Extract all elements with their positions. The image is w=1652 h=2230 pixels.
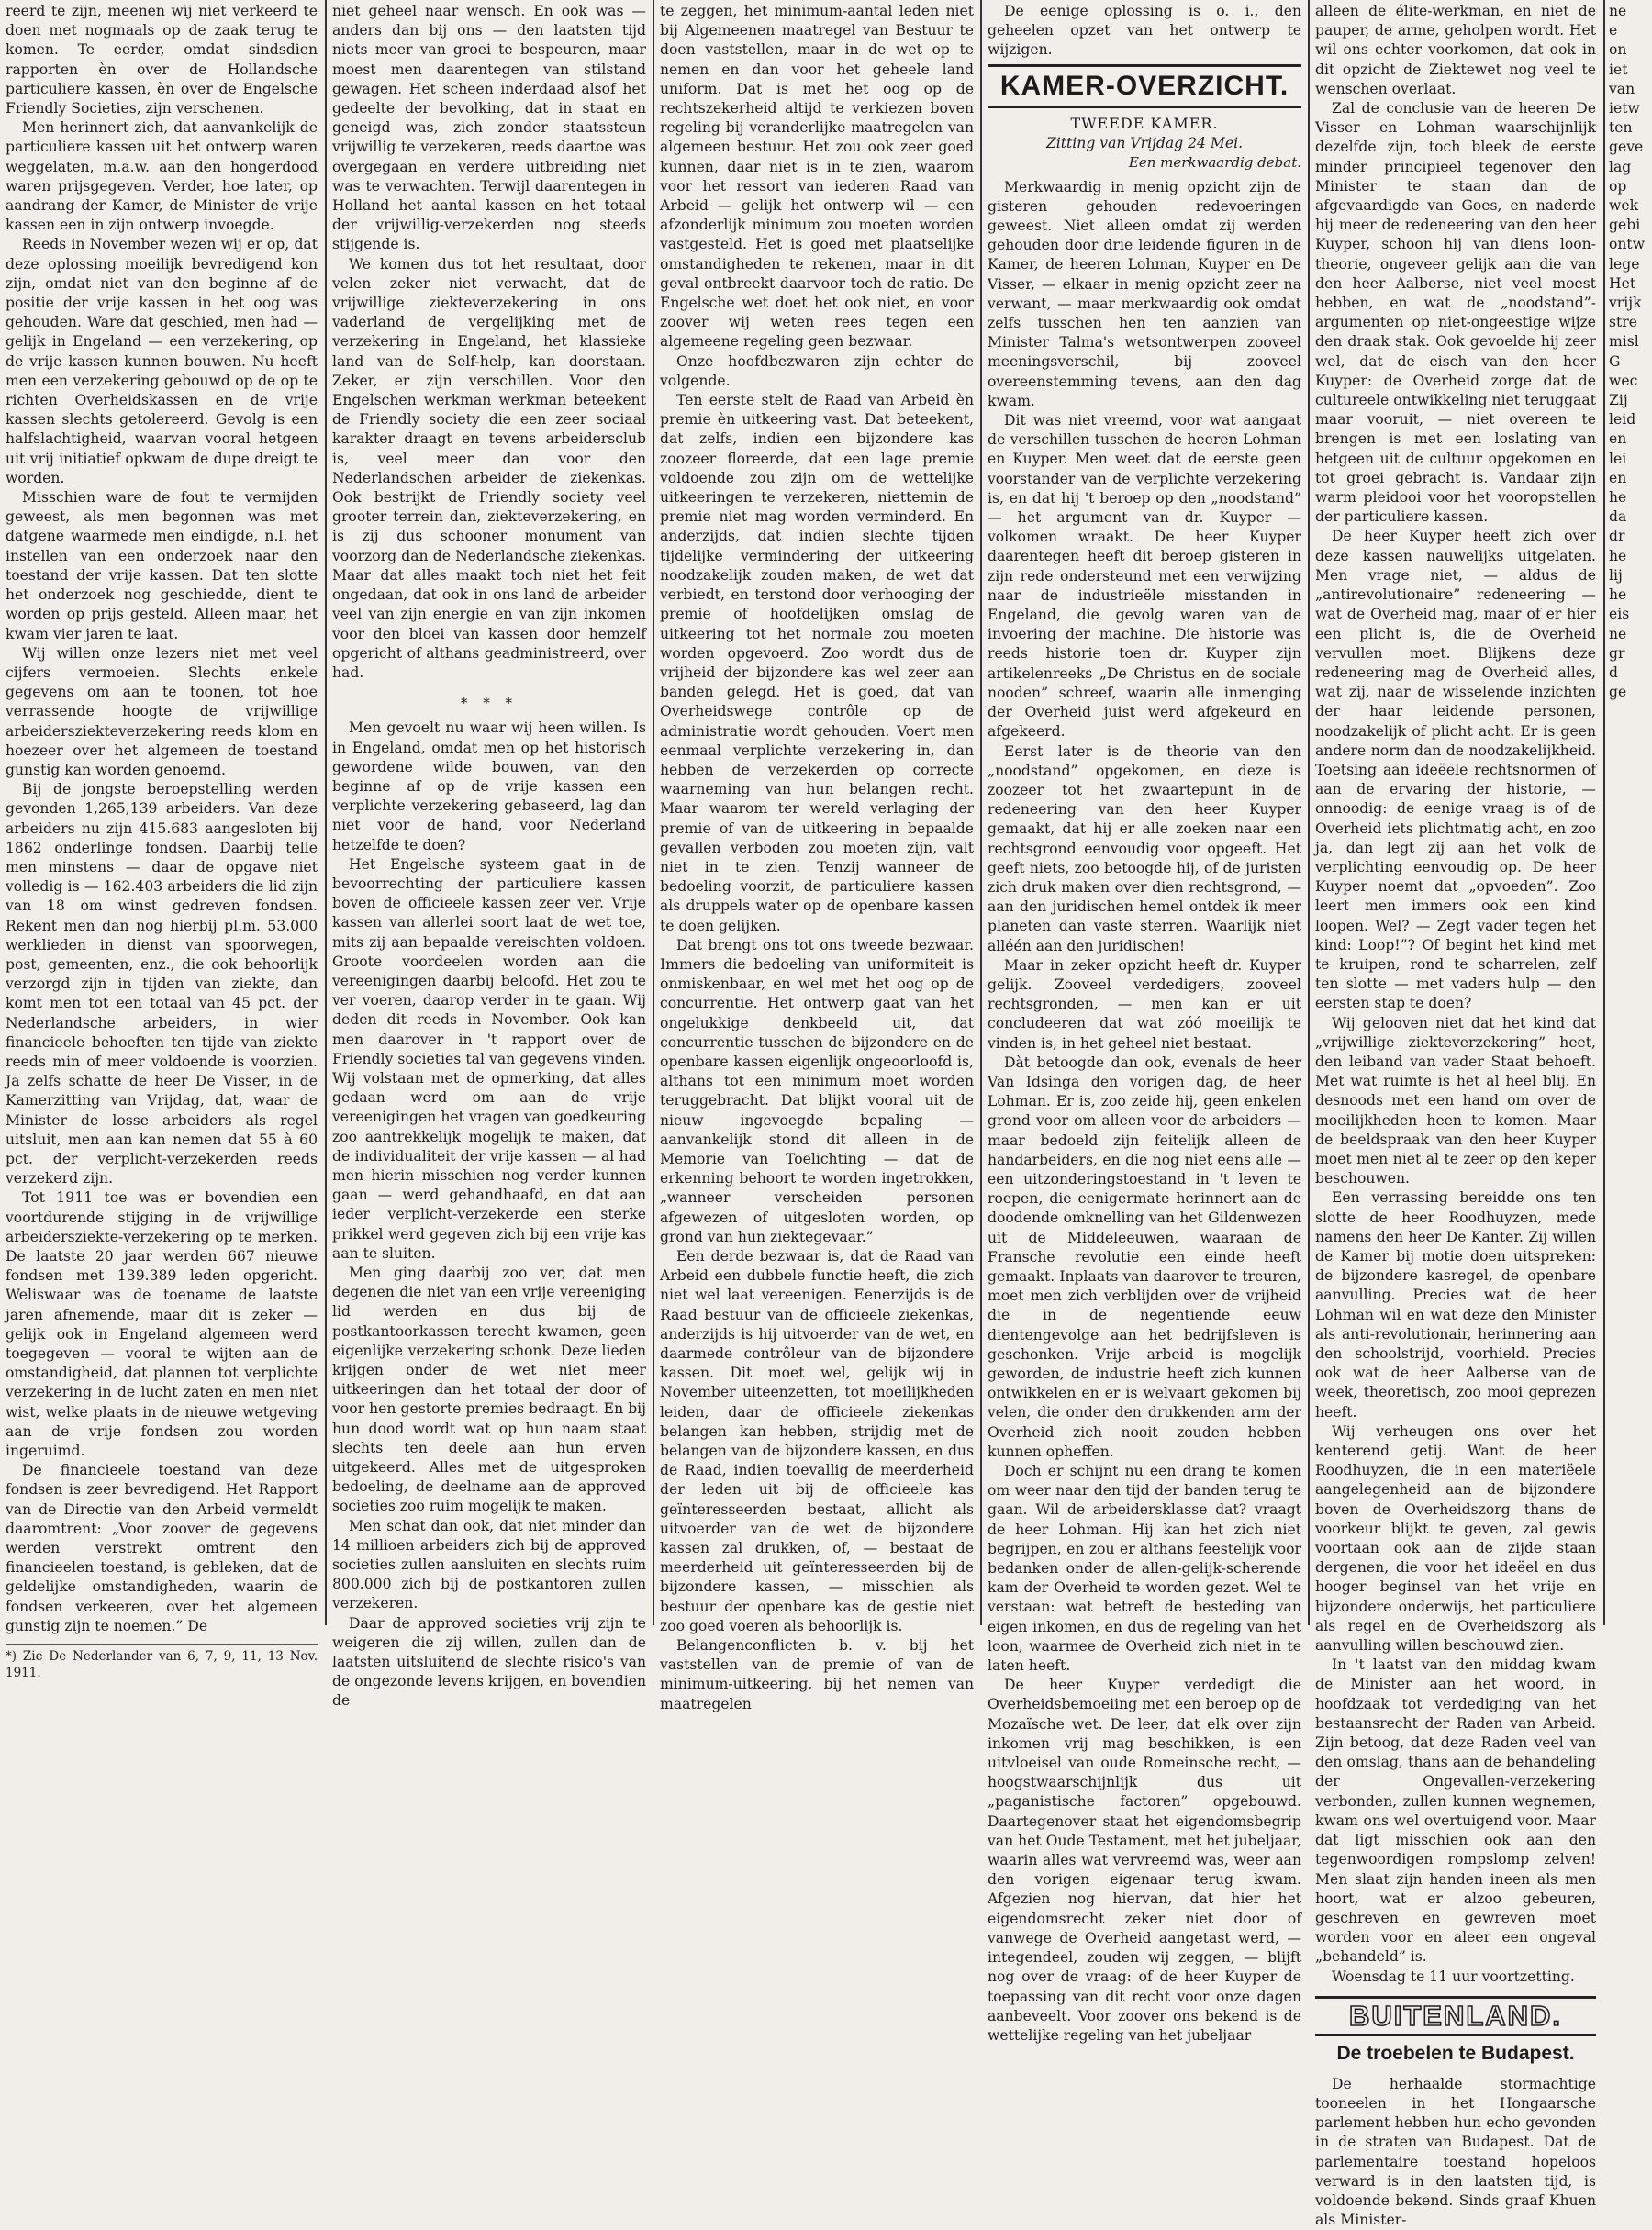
paragraph: da [1609,508,1627,526]
paragraph: gebi [1609,217,1641,234]
paragraph: Een verrassing bereidde ons ten slotte de heer Roodhuyzen, mede namens den heer De Kanter. Zij willen de Kamer bij motie doen uitspreken: de bijzondere kasregel, de openbare aanvulling. Precies wat de heer Lohman wil en wat deze den Minister als anti-revolutionair, herinnering aan den schoolstrijd, voorhield. Precies ook wat de heer Aalberse van de week, theoretisch, zoo mooi geprezen heeft. [1315,1189,1596,1421]
paragraph: Merkwaardig in menig opzicht zijn de gisteren gehouden redevoeringen geweest. Niet alleen omdat zij werden gehouden door drie leidende figuren in de Kamer, de heeren Lohman, Kuyper en De Visser, — elkaar in menig opzicht zeer na verwant, — maar merkwaardig ook omdat zelfs tusschen hen ten aanzien van Minister Talma's wetsontwerpen zooveel meeningsverschil, bij zooveel overeenstemming tevens, aan den dag kwam. [988,178,1301,409]
paragraph: Men gevoelt nu waar wij heen willen. Is in Engeland, omdat men op het historisch gewordene wilde bouwen, van den beginne af op de vrije kassen een verplichte verzekering gebaseerd, lag dan niet voor de hand, voor Nederland hetzelfde te doen? [332,719,646,853]
section-title: BUITENLAND. [1315,1996,1596,2036]
paragraph: en [1609,430,1627,448]
paragraph: Dat brengt ons tot ons tweede bezwaar. Immers die bedoeling van uniformiteit is onmiskenbaar, en wel met het oog op de concurrentie. Het ontwerp gaat van het ongelukkige denkbeeld uit, dat concurrentie tusschen de bijzondere en de openbare kassen eigenlijk ongeoorloofd is, althans tot een minimum moet worden teruggebracht. Dat blijkt vooral uit de nieuw ingevoegde bepaling — aanvankelijk stond dit alleen in de Memorie van Toelichting — dat de erkenning behoort te worden ingetrokken, „wanneer verscheiden personen afgewezen of uitgesloten worden, op grond van hun ziektegevaar.” [660,936,974,1245]
section-title: KAMER-OVERZICHT. [988,64,1301,108]
paragraph: eis [1609,606,1630,623]
paragraph: alleen de élite-werkman, en niet de pauper, de arme, geholpen wordt. Het wil ons echter voorkomen, dat ook in dit opzicht de Ziektewet nog veel te wenschen overlaat. [1315,3,1596,97]
paragraph: d [1609,663,1618,681]
paragraph: Dàt betoogde dan ook, evenals de heer Van Idsinga den vorigen dag, de heer Lohman. Er is, zoo zeide hij, geen enkelen grond voor om alleen voor de arbeiders — maar bedoeld zijn feitelijk alleen de handarbeiders, en die nog niet eens alle — een uitzonderingstoestand in 't leven te roepen, die eenigermate herinnert aan de doodende omknelling van het Gildenwezen uit de Middeleeuwen, waaraan de Fransche revolutie een einde heeft gemaakt. Inplaats van daarover te treuren, moet men zich verblijden over de vrijheid die in de negentiende eeuw dientengevolge aan het bedrijfsleven is geschonken. Vrije arbeid is mogelijk geworden, de industrie heeft zich kunnen ontwikkelen en er is welvaart gekomen bij velen, die onder den drukkenden arm der Overheid zich nooit zouden hebben kunnen opheffen. [988,1054,1301,1460]
paragraph: Belangenconflicten b. v. bij het vaststellen van de premie of van de minimum-uitkeering, bij het nemen van maatregelen [660,1637,974,1712]
paragraph: Bij de jongste beroepstelling werden gevonden 1,265,139 arbeiders. Van deze arbeiders nu zijn 415.683 aangesloten bij 1862 onderlinge fondsen. Daarbij telle men minstens — daar de opgave niet volledig is — 162.403 arbeiders die lid zijn van 18 om winst gedreven fondsen. Rekent men dan nog hierbij pl.m. 53.000 werklieden in dienst van spoorwegen, post, gemeenten, enz., die ook behoorlijk verzorgd zijn in tijden van ziekte, dan komt men tot een totaal van 45 pct. der Nederlandsche arbeiders, in wier financieele behoeften ten tijde van ziekte reeds min of meer voldoende is voorzien. Ja zelfs schatte de heer De Visser, in de Kamerzitting van Vrijdag, dat, waar de Minister de losse arbeiders als regel uitsluit, men aan kan nemen dat 55 à 60 pct. der verplicht-verzekerden reeds verzekerd zijn. [6,781,318,1187]
paragraph: We komen dus tot het resultaat, door velen zeker niet verwacht, dat de vrijwillige ziekteverzekering in ons vaderland de vergelijking met de verzekering in Engeland, het klassieke land van de Self-help, kan doorstaan. Zeker, er zijn verschillen. Voor den Engelschen werkman werkman beteekent de Friendly society die een zeer sociaal karakter draagt en tevens arbeidersclub is, veel meer dan voor den Nederlandschen arbeider de ziekenkas. Ook bestrijkt de Friendly society veel grooter terrein dan, ziekteverzekering, en is zij dus schooner monument van voorzorg dan de Nederlandsche ziekenkas. Maar dat alles maakt toch niet het feit ongedaan, dat ook in ons land de arbeider veel van zijn energie en van zijn inkomen voor den bloei van kassen door hemzelf opgericht of althans geadministreerd, over had. [332,255,646,681]
column-rule [1308,0,1310,1625]
paragraph: on [1609,41,1627,59]
paragraph: geve [1609,139,1644,156]
paragraph: ontw [1609,236,1646,253]
paragraph: he [1609,489,1627,507]
paragraph: ge [1609,684,1627,701]
article-subtitle: Een merkwaardig debat. [1128,153,1301,171]
column-6-cropped [1607,0,1652,1625]
paragraph: Wij gelooven niet dat het kind dat „vrijwillige ziekteverzekering” heet, den leiband van vader Staat behoeft. Met wat ruimte is het al heel blij. En desnoods met een hand om over de moeilijkheden heen te komen. Maar de beeldspraak van den heer Kuyper moet men niet al te zeer op den keper beschouwen. [1315,1014,1596,1187]
paragraph: G [1609,352,1621,370]
paragraph: van [1609,80,1635,97]
paragraph: Het Engelsche systeem gaat in de bevoorrechting der particuliere kassen boven de officieele kassen zeer ver. Vrije kassen van allerlei soort laat de wet toe, mits zij aan bepaalde vereischten voldoen. Groote voordeelen worden aan die vereenigingen daarbij beloofd. Het zou te ver voeren, daarop verder in te gaan. Wij deden dit reeds in November. Ook kan men daarover in 't rapport over de Friendly societies tal van gegevens vinden. Wij volstaan met de opmerking, dat alles gedaan werd om aan de vrije vereenigingen het vragen van goedkeuring zoo aantrekkelijk mogelijk te maken, dat de individualiteit der vrije kassen — al had men hierin misschien nog verder kunnen gaan — werd gehandhaafd, en dat aan ieder verplicht-verzekerde een sterke prikkel werd gegeven zich bij een vrije kas aan te sluiten. [332,855,646,1262]
column-5 [1312,0,1600,2229]
column-2 [329,0,650,1710]
column-rule [325,0,327,1625]
column-rule [980,0,982,1625]
paragraph: Zal de conclusie van de heeren De Visser en Lohman waarschijnlijk dezelfde zijn, toch bleek de eerste minder principieel tegenover den Minister te staan dan de afgevaardigde van Goes, en naderde hij meer de redeneering van den heer Kuyper, schoon hij van diens loon-theorie, ongeveer gelijk aan die van den heer Aalberse, niet veel moest hebben, en wat de „noodstand”-argumenten op niet-ongeestige wijze den draak stak. Ook gevoelde hij zeer wel, dat de eisch van den heer Kuyper: de Overheid zorge dat de cultureele ontwikkeling niet teruggaat maar vooruit, — niet overeen te brengen is met een loslating van hetgeen uit de cultuur opgekomen en tot groei gebracht is. Vandaar zijn warm pleidooi voor het vooropstellen der particuliere kassen. [1315,100,1596,526]
paragraph: Onze hoofdbezwaren zijn echter de volgende. [660,352,974,389]
column-4 [984,0,1305,2044]
paragraph: Misschien ware de fout te vermijden geweest, als men begonnen was met datgene waarmede men eindigde, n.l. het instellen van een onderzoek naar den toestand der vrije kassen. Dat ten slotte het onderzoek nog geschiedde, dient te worden op prijs gesteld. Alleen maar, het kwam vier jaren te laat. [6,489,318,642]
paragraph: Daar de approved societies vrij zijn te weigeren die zij willen, zullen dan de laatsten uitsluitend de slechte risico's van de ongezonde levens krijgen, en bovendien de [332,1614,646,1710]
section-separator: * * * [460,695,519,712]
paragraph: iet [1609,61,1628,78]
paragraph: Zij [1609,392,1628,409]
paragraph: wec [1609,372,1638,389]
paragraph: Dit was niet vreemd, voor wat aangaat de verschillen tusschen de heeren Lohman en Kuyper. Men weet dat de eerste geen voorstander van de verplichte verzekering is, en dat hij 't beroep op den „noodstand” — het argument van dr. Kuyper — volkomen wraakt. De heer Kuyper daarentegen heeft dit beroep gisteren in zijn rede ondersteund met een verwijzing naar de industrieële misstanden in Engeland, die gevolg waren van de invoering der machine. Die historie was reeds historie toen dr. Kuyper zijn artikelenreeks „De Christus en de sociale nooden” schreef, waarin alle inmenging der Overheid juist werd afgekeurd en afgekeerd. [988,412,1301,741]
paragraph: In 't laatst van den middag kwam de Minister aan het woord, in hoofdzaak tot verdediging van het bestaansrecht der Raden van Arbeid. Zijn betoog, dat deze Raden veel van den omslag, thans aan de behandeling der Ongevallen-verzekering verbonden, zullen kunnen wegnemen, kwam ons wel overtuigend voor. Maar dat ligt misschien ook aan den tegenwoordigen rompslomp zelven! Men slaat zijn handen ineen als men hoort, wat er alzoo gebeuren, geschreven en gewreven moet worden voor en aleer een ongeval „behandeld” is. [1315,1656,1596,1966]
paragraph: lij [1609,566,1623,584]
paragraph: gr [1609,644,1625,662]
chamber-heading: TWEEDE KAMER. [1070,114,1219,132]
paragraph: Tot 1911 toe was er bovendien een voortdurende stijging in de vrijwillige arbeidersziekte-verzekering op te merken. De laatste 20 jaar werden 667 nieuwe fondsen met 139.389 leden opgericht. Weliswaar was de toename de laatste jaren afnemende, maar dit is zeker — gelijk ook in Engeland algemeen werd toegegeven — vooral te wijten aan de omstandigheid, dat plannen tot verplichte verzekering in de lucht zaten en men niet wist, welke plaats in de nieuwe wetgeving aan de vrije fondsen zou worden ingeruimd. [6,1189,318,1460]
paragraph: reerd te zijn, meenen wij niet verkeerd te doen met nogmaals op de zaak terug te komen. Te eerder, omdat sindsdien rapporten èn over de Hollandsche particuliere kassen, èn over de Engelsche Friendly Societies, zijn verschenen. [6,3,318,117]
paragraph: Eerst later is de theorie van den „noodstand” opgekomen, en deze is zoozeer tot het zwaartepunt in de redeneering van den heer Kuyper gemaakt, dat hij er alle zoeken naar een rechtsgrond eenvoudig voor opgeeft. Het geeft niets, zoo betoogde hij, of de juristen zich druk maken over dien rechtsgrond, — aan den juridischen hemel ontdek ik meer planeten dan vaste sterren. Waarlijk niet alléén aan den juridischen! [988,742,1301,954]
paragraph: ne [1609,625,1627,642]
paragraph: Wij verheugen ons over het kenterend getij. Want de heer Roodhuyzen, die in een materiëele aangelegenheid aan de bijzondere boven de Overheidszorg thans de voorkeur blijkt te geven, zal gewis voortaan ook aan de zijde staan dergenen, die voor het ideëel en dus hooger beginsel van het vrije en bijzondere onderwijs, het particuliere als regel en de Overheidszorg als aanvulling willen beschouwd zien. [1315,1422,1596,1655]
paragraph: Reeds in November wezen wij er op, dat deze oplossing moeilijk bevredigend kon zijn, omdat niet van den beginne af de positie der vrije kassen in het oog was gehouden. Ware dat geschied, men had — gelijk in Engeland — een verzekering, op de vrije kassen kunnen bouwen. Nu heeft men een verzekering gebouwd op de op te richten Overheidskassen en de vrije kassen slechts getolereerd. Gevolg is een halfslachtigheid, waarvan vooral hetgeen uit vrij initiatief opkwam de dupe dreigt te worden. [6,236,318,486]
paragraph: op [1609,177,1627,195]
paragraph: lei [1609,450,1627,467]
paragraph: Doch er schijnt nu een drang te komen om weer naar den tijd der banden terug te gaan. Wil de arbeidersklasse dat? vraagt de heer Lohman. Hij kan het zich niet begrijpen, en zou er althans feestelijk voor bedanken onder de allen-gelijk-scherende kam der Overheid te worden gezet. Wel te verstaan: wat betreft de besteding van eigen inkomen, en dus de regeling van het loon, waarmee de Overheid zich niet in te laten heeft. [988,1463,1301,1675]
article-heading: De troebelen te Budapest. [1336,2042,1575,2064]
paragraph: Men schat dan ook, dat niet minder dan 14 millioen arbeiders zich bij de approved societies zullen aansluiten en slechts ruim 800.000 zich bij de postkantoren zullen verzekeren. [332,1517,646,1612]
column-rule [1603,0,1605,1625]
paragraph: Men herinnert zich, dat aanvankelijk de particuliere kassen uit het ontwerp waren weggelaten, m.a.w. aan den hongerdood waren prijsgegeven. Verder, hoe later, op aandrang der Kamer, de Minister de vrije kassen een in zijn ontwerp invoegde. [6,119,318,234]
paragraph: lag [1609,158,1632,175]
paragraph: De heer Kuyper heeft zich over deze kassen nauwelijks uitgelaten. Men vrage niet, — aldus de „antirevolutionaire” redeneering — wat de Overheid mag, maar of er hier een plicht is, die de Overheid vervullen moet. Blijkens deze redeneering mag de Overheid alles, wat zij, naar de wisselende inzichten der haar leidende personen, noodzakelijk of plicht acht. Er is geen andere norm dan de noodzakelijkheid. Toetsing aan ideëele rechtsnormen of aan de ervaring der historie, — onnoodig: de eenige vraag is of de Overheid iets plichtmatig acht, en zoo ja, dan legt zij aan het volk de verplichting eenvoudig op. De heer Kuyper noemt dat „opvoeden”. Zoo leert men immers ook een kind loopen. Wel? — Zegt vader tegen het kind: Loop!”? Of begint het kind met te kruipen, rond te scharrelen, zelf ten slotte — met vaders hulp — den eersten stap te doen? [1315,528,1596,1012]
paragraph: ietw [1609,100,1640,117]
column-rule [653,0,654,1625]
column-1 [2,0,321,1681]
paragraph: he [1609,547,1627,564]
paragraph: leid [1609,411,1636,429]
paragraph: he [1609,586,1627,604]
paragraph: stre [1609,314,1637,331]
column-3 [656,0,977,1712]
footnote: *) Zie De Nederlander van 6, 7, 9, 11, 13 Nov. 1911. [6,1644,318,1681]
paragraph: Woensdag te 11 uur voortzetting. [1332,1968,1575,1985]
paragraph: De heer Kuyper verdedigt die Overheidsbemoeiing met een beroep op de Mozaïsche wet. De leer, dat elk over zijn inkomen vrij mag beschikken, is een uitvloeisel van oude Romeinsche recht, — hoogstwaarschijnlijk dus uit „paganistische factoren” opgebouwd. Daartegenover staat het eigendomsbegrip van het Oude Testament, met het jubeljaar, waarin alles wat vervreemd was, weer aan den vorigen eigenaar terug kwam. Afgezien nog hiervan, dat hier het eigendomsrecht zeker niet door of vanwege de Overheid aangetast werd, — integendeel, zouden wij zeggen, — blijft nog over de vraag: of de heer Kuyper de toepassing van dit recht voor onze dagen aanbeveelt. Voor zoover ons bekend is de wettelijke regeling van het jubeljaar [988,1677,1301,2044]
paragraph: Men ging daarbij zoo ver, dat men degenen die niet van een vrije vereeniging lid werden en dus bij de postkantoorkassen terecht kwamen, geen eigenlijke verzekering schonk. Deze lieden krijgen onder de wet niet meer uitkeeringen dan het totaal der door of voor hen gestorte premies bedraagt. En bij hun dood wordt wat op hun naam staat slechts ten deele aan hun erven uitgekeerd. Alles met de uitgesproken bedoeling, de deelname aan de approved societies zoo ruim mogelijk te maken. [332,1265,646,1515]
paragraph: te zeggen, het minimum-aantal leden niet bij Algemeenen maatregel van Bestuur te doen vaststellen, maar in de wet op te nemen en dan voor het geheele land uniform. Dat is met het oog op de rechtszekerheid altijd te verkiezen boven regeling bij veranderlijke maatregelen van algemeen bestuur. Het zou ook zeer goed kunnen, daar niet is in te zien, waarom voor het ressort van iederen Raad van Arbeid — gelijk het ontwerp wil — een afzonderlijk minimum zou moeten worden vastgesteld. Het is goed met plaatselijke omstandigheden te rekenen, maar in dit geval ontbreekt daarvoor toch de ratio. De Engelsche wet doet het ook niet, en voor zoover wij weten rees tegen een algemeene regeling geen bezwaar. [660,3,974,351]
paragraph: vrijk [1609,295,1642,312]
session-date: Zitting van Vrijdag 24 Mei. [1045,134,1244,151]
paragraph: dr [1609,528,1625,545]
paragraph: lege [1609,255,1640,273]
paragraph: Ten eerste stelt de Raad van Arbeid èn premie èn uitkeering vast. Dat beteekent, dat zelfs, indien een bijzondere kas zoozeer floreerde, dat een lage premie voldoende zou zijn om de wettelijke uitkeeringen te verzekeren, niettemin de premie niet mag worden verminderd. En anderzijds, dat indien slechte tijden tijdelijke vermindering der uitkeering noodzakelijk zouden maken, de wet dat verbiedt, en terstond door verhooging der premie of hoofdelijken omslag de uitkeering tot het normale zou moeten worden opgevoerd. Zoo wordt dus de vrijheid der bijzondere kas wel zeer aan banden gelegd. Het is goed, dat van Overheidswege contrôle op de administratie wordt gehouden. Voert men eenmaal verplichte verzekering in, dan hebben de verzekerden op correcte waarneming van hun belangen recht. Maar waarom ter wereld verlaging der premie of van de uitkeering in bepaalde gevallen verboden zou moeten zijn, valt niet in te zien. Tenzij wanneer de bedoeling voorzit, de particuliere kassen als druppels water op de openbare kassen te doen gelijken. [660,392,974,934]
paragraph: Het [1609,274,1636,292]
paragraph: De eenige oplossing is o. i., den geheelen opzet van het ontwerp te wijzigen. [988,3,1301,59]
paragraph: Wij willen onze lezers niet met veel cijfers vermoeien. Slechts enkele gegevens om aan te toonen, tot hoe verrassende hoogte de vrijwillige arbeidersziekteverzekering reeds klom en hoezeer over het algemeen de toestand gunstig kan worden genoemd. [6,644,318,778]
paragraph: Maar in zeker opzicht heeft dr. Kuyper gelijk. Zooveel verdedigers, zooveel rechtsgronden, — men kan er uit concludeeren dat wat zóó moeilijk te vinden is, in het geheel niet bestaat. [988,956,1301,1052]
paragraph: e [1609,22,1618,39]
paragraph: wek [1609,197,1639,215]
paragraph: De herhaalde stormachtige tooneelen in het Hongaarsche parlement hebben hun echo gevonden in de straten van Budapest. Dat de parlementaire toestand hopeloos verward is in den laatsten tijd, is voldoende bekend. Sinds graaf Khuen als Minister- [1315,2075,1596,2229]
paragraph: ne [1609,3,1627,19]
paragraph: en [1609,469,1627,486]
paragraph: ten [1609,119,1633,137]
paragraph: Een derde bezwaar is, dat de Raad van Arbeid een dubbele functie heeft, die zich niet wel laat vereenigen. Eenerzijds is de Raad bestuur van de officieele ziekenkas, anderzijds is hij uitvoerder van de wet, en daarmede contrôleur van de bijzondere kassen. Dit moet wel, gelijk wij in November uiteenzetten, tot moeilijkheden leiden, daar de officieele ziekenkas belangen kan hebben, strijdig met de belangen van de bijzondere kassen, en dus de Raad, indien toevallig de meerderheid der leden uit bij de officieele kas geïnteresseerden bestaat, allicht als uitvoerder van de wet de bijzondere kassen zal drukken, of, — bestaat de meerderheid uit geïnteresseerden bij de bijzondere kassen, — misschien als bestuur der openbare kas de gestie niet zoo goed voeren als behoorlijk is. [660,1248,974,1634]
paragraph: niet geheel naar wensch. En ook was — anders dan bij ons — den laatsten tijd niets meer van groei te bespeuren, maar moest men daarentegen van stilstand gewagen. Het scheen inderdaad alsof het gedeelte der bevolking, dat in staat en geneigd was, zich zonder staatssteun vrijwillig te verzekeren, reeds daartoe was overgegaan en verdere uitbreiding niet was te verwachten. Terwijl daarentegen in Holland het aantal kassen en het totaal der vrijwillig-verzekerden nog steeds stijgende is. [332,3,646,253]
paragraph: De financieele toestand van deze fondsen is zeer bevredigend. Het Rapport van de Directie van den Arbeid vermeldt daaromtrent: „Voor zoover de gegevens werden verstrekt omtrent den financieelen toestand, is gebleken, dat de geldelijke omstandigheden, waarin de fondsen verkeeren, over het algemeen gunstig zijn te noemen.” De [6,1462,318,1634]
paragraph: misl [1609,333,1639,351]
